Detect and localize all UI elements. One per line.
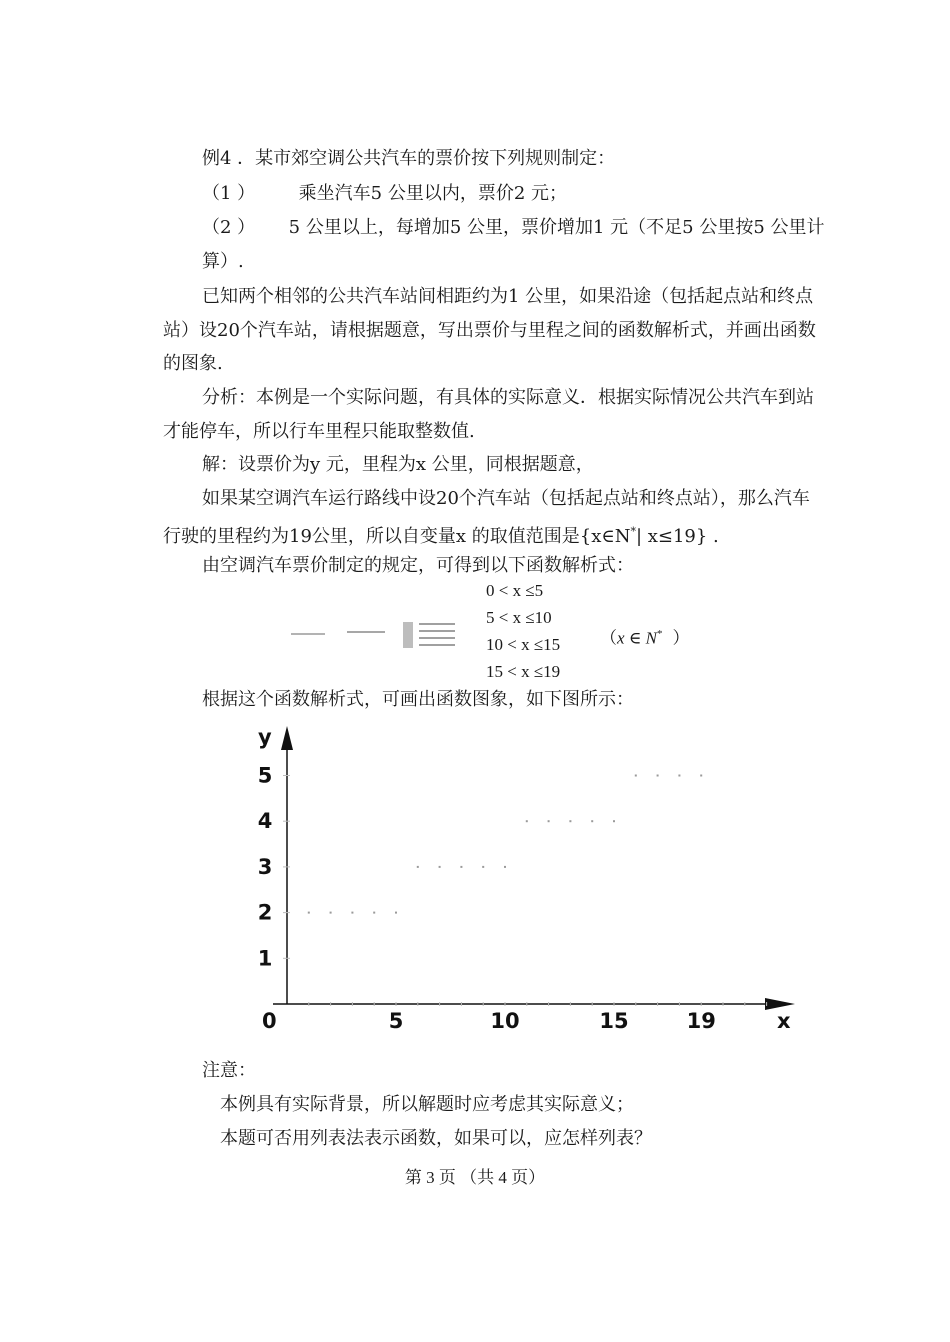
x-tick-label: 10 (490, 1009, 520, 1033)
data-point (700, 775, 702, 777)
y-axis-label: y (258, 725, 272, 749)
chart-points (308, 775, 702, 914)
rule-2 (202, 216, 825, 240)
domain-text: 行驶的里程约为19公里，所以自变量x 的取值范围是{x∈N (163, 526, 631, 547)
origin-label: 0 (262, 1009, 277, 1033)
domain-in-symbol: ∈ (624, 628, 646, 648)
piece-condition-3: 10 < x ≤15 (486, 635, 561, 654)
data-point (548, 820, 550, 822)
solution-line-1: 解：设票价为y 元，里程为x 公里，同根据题意， (202, 454, 594, 475)
data-point (591, 820, 593, 822)
rule-1 (202, 182, 567, 206)
data-point (613, 820, 615, 822)
data-point (373, 912, 375, 914)
data-point (417, 866, 419, 868)
piece-condition-1: 0 < x ≤5 (486, 581, 544, 600)
y-axis-arrow (281, 726, 293, 750)
x-tick-label: 5 (388, 1009, 404, 1033)
x-tick-label: 15 (599, 1009, 629, 1033)
problem-title: 例4 ．某市郊空调公共汽车的票价按下列规则制定： (202, 148, 616, 169)
rule-intro: 由空调汽车票价制定的规定，可得到以下函数解析式： (202, 555, 634, 576)
solution-line-3 (163, 520, 719, 549)
chart-ticks (258, 764, 767, 1034)
data-point (569, 820, 571, 822)
note-title: 注意： (202, 1060, 256, 1081)
data-point (308, 912, 310, 914)
rule-1-number: （1 ） (202, 183, 256, 204)
formula-artifact (285, 616, 465, 656)
y-tick-label: 4 (257, 809, 273, 834)
data-point (439, 866, 441, 868)
data-point (504, 866, 506, 868)
known-line-2: 站）设20个汽车站，请根据题意，写出票价与里程之间的函数解析式，并画出函数 (163, 320, 816, 341)
paren-open: （ (600, 628, 617, 648)
page-footer: 第 3 页 （共 4 页） (404, 1168, 546, 1187)
fare-step-chart (0, 718, 950, 1058)
data-point (678, 775, 680, 777)
rule-2-number: （2 ） (202, 217, 256, 238)
data-point (482, 866, 484, 868)
note-2: 本题可否用列表法表示函数，如果可以，应怎样列表？ (220, 1128, 652, 1149)
data-point (657, 775, 659, 777)
rule-2-text: 5 公里以上，每增加5 公里，票价增加1 元（不足5 公里按5 公里计 (288, 217, 825, 238)
analysis-line-1: 分析：本例是一个实际问题，有具体的实际意义．根据实际情况公共汽车到站 (202, 387, 814, 408)
data-point (460, 866, 462, 868)
graph-intro: 根据这个函数解析式，可画出函数图象，如下图所示： (202, 689, 634, 710)
domain-superscript: * (630, 525, 636, 538)
x-axis-label: x (777, 1009, 791, 1033)
data-point (526, 820, 528, 822)
domain-set: N (645, 628, 657, 648)
paren-close: ） (672, 628, 690, 648)
y-tick-label: 2 (257, 900, 273, 925)
data-point (395, 912, 397, 914)
rule-2-continued: 算）. (202, 251, 244, 272)
rule-1-text: 乘坐汽车5 公里以内，票价2 元； (298, 183, 568, 204)
known-line-1: 已知两个相邻的公共汽车站间相距约为1 公里，如果沿途（包括起点站和终点 (202, 286, 814, 307)
note-1: 本例具有实际背景，所以解题时应考虑其实际意义； (220, 1094, 634, 1115)
chart-axes (258, 725, 795, 1033)
analysis-line-2: 才能停车，所以行车里程只能取整数值. (163, 421, 475, 442)
data-point (330, 912, 332, 914)
domain-set-star: * (656, 628, 663, 640)
known-line-3: 的图象. (163, 353, 223, 374)
y-tick-label: 3 (257, 854, 273, 879)
y-tick-label: 1 (257, 946, 273, 971)
data-point (351, 912, 353, 914)
piece-condition-4: 15 < x ≤19 (486, 662, 561, 681)
domain-var: x (617, 628, 625, 648)
domain-condition (600, 622, 689, 651)
piece-condition-2: 5 < x ≤10 (486, 608, 552, 627)
domain-text-end: | x≤19} . (635, 526, 719, 547)
solution-line-2: 如果某空调汽车运行路线中设20个汽车站（包括起点站和终点站），那么汽车 (202, 488, 810, 509)
y-tick-label: 5 (257, 763, 273, 788)
x-tick-label: 19 (686, 1009, 716, 1033)
data-point (635, 775, 637, 777)
